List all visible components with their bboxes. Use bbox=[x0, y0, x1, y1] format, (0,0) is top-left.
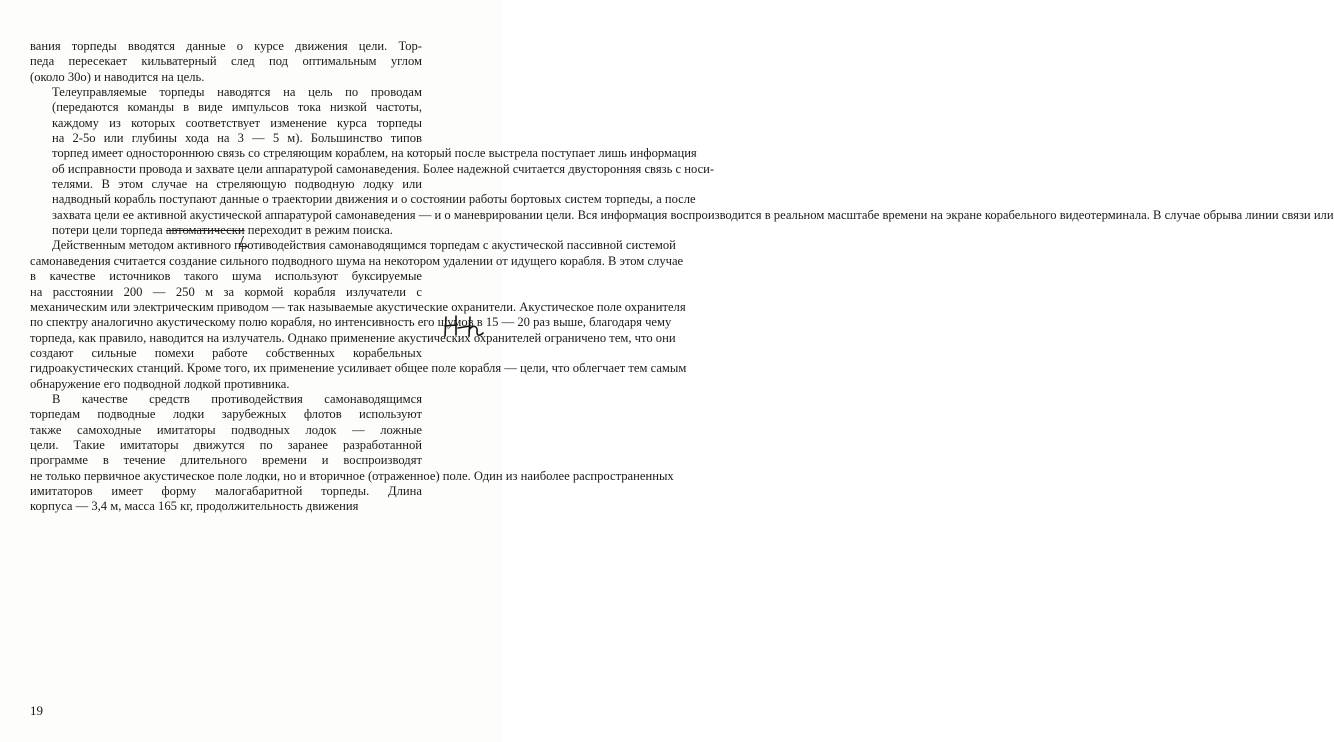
text-line: каждому из которых соответствует изменение курса торпеды bbox=[52, 115, 422, 130]
text-line: торпед имеет одностороннюю связь со стреляющим кораблем, на который после выстрела поступает лишь информация bbox=[52, 146, 697, 161]
text-line: торпедам подводные лодки зарубежных флотов используют bbox=[30, 407, 422, 422]
handwritten-proofmark-icon bbox=[442, 314, 486, 340]
text-line: на расстоянии 200 — 250 м за кормой корабля излучатели с bbox=[30, 284, 422, 299]
text-line: об исправности провода и захвате цели аппаратурой самонаведения. Более надежной считается двусторонняя связь с носи- bbox=[52, 161, 715, 176]
text-line: педа пересекает кильватерный след под оптимальным углом bbox=[30, 54, 422, 69]
text-line: создают сильные помехи работе собственных корабельных bbox=[30, 345, 422, 360]
text-line: Телеуправляемые торпеды наводятся на цель по проводам bbox=[52, 85, 422, 100]
text-line: самонаведения считается создание сильного подводного шума на некотором удалении от идущего корабля. В этом случае bbox=[30, 253, 684, 268]
paragraph-4 bbox=[30, 391, 674, 515]
text-line: цели. Такие имитаторы движутся по заранее разработанной bbox=[30, 437, 422, 452]
text-line: также самоходные имитаторы подводных лодок — ложные bbox=[30, 422, 422, 437]
text-line: торпеда, как правило, наводится на излучатель. Однако применение акустических охранителей ограничено тем, что они bbox=[30, 330, 676, 345]
paragraph-3 bbox=[30, 238, 687, 391]
text-line: Действенным методом активного противодействия самонаводящимся торпедам с акустической пассивной системой bbox=[52, 238, 676, 253]
struck-word: автоматически bbox=[165, 223, 245, 238]
text-fragment: переходит в режим поиска. bbox=[244, 223, 393, 238]
text-line: по спектру аналогично акустическому полю корабля, но интенсивность его шумов в 15 — 20 раз выше, благодаря чему bbox=[30, 315, 672, 330]
page-number: 19 bbox=[30, 703, 43, 718]
text-line: не только первичное акустическое поле лодки, но и вторичное (отраженное) поле. Один из наиболее распространенных bbox=[30, 468, 674, 483]
paragraph-2 bbox=[30, 85, 1334, 238]
text-line: (передаются команды в виде импульсов тока низкой частоты, bbox=[52, 100, 422, 115]
paragraph-1 bbox=[30, 39, 422, 85]
text-line: обнаружение его подводной лодкой противника. bbox=[30, 376, 290, 391]
text-line: надводный корабль поступают данные о траектории движения и о состоянии работы бортовых систем торпеды, а после bbox=[52, 192, 696, 207]
text-line: в качестве источников такого шума используют буксируемые bbox=[30, 269, 422, 284]
text-line: корпуса — 3,4 м, масса 165 кг, продолжительность движения bbox=[30, 499, 359, 514]
text-line: программе в течение длительного времени и воспроизводят bbox=[30, 453, 422, 468]
text-line: имитаторов имеет форму малогабаритной торпеды. Длина bbox=[30, 483, 422, 498]
body-text bbox=[30, 39, 1334, 515]
text-fragment: потери цели торпеда bbox=[52, 223, 166, 238]
text-line: телями. В этом случае на стреляющую подводную лодку или bbox=[52, 177, 422, 192]
text-line: В качестве средств противодействия самонаводящимся bbox=[52, 391, 422, 406]
text-line: вания торпеды вводятся данные о курсе движения цели. Тор- bbox=[30, 39, 422, 53]
text-line: механическим или электрическим приводом — так называемые акустические охранители. Акустическое поле охранителя bbox=[30, 299, 686, 314]
text-line: гидроакустических станций. Кроме того, их применение усиливает общее поле корабля — цели, что облегчает тем самым bbox=[30, 361, 687, 376]
text-line: (около 30о) и наводится на цель. bbox=[30, 69, 205, 84]
text-line: захвата цели ее активной акустической аппаратурой самонаведения — и о маневрировании цели. Вся информация воспроизводится в реальном масштабе времени на экране корабельного видеотерминала. В случае обрыва линии связи или bbox=[52, 207, 1334, 222]
text-line-with-correction bbox=[30, 223, 422, 238]
text-line: на 2-5о или глубины хода на 3 — 5 м). Большинство типов bbox=[52, 131, 422, 146]
